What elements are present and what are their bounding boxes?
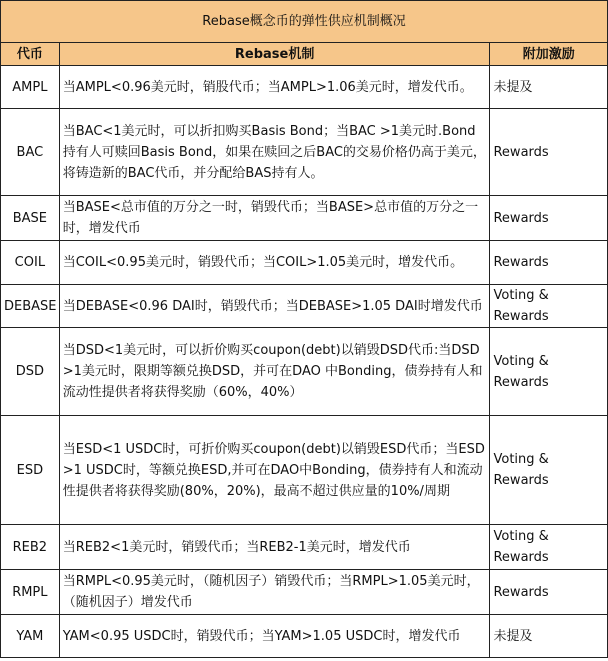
token-code: REB2 (1, 525, 60, 570)
table-row (1, 285, 608, 328)
table-row (1, 241, 608, 285)
table-row (1, 570, 608, 615)
rebase-mechanism: 当ESD<1 USDC时，可折价购买coupon(debt)以销毁ESD代币；当ESD>1 USDC时，等额兑换ESD,并可在DAO中Bonding，债券持有人和流动性提供者将获得奖励(80%，20%)，最高不超过供应量的10%/周期 (59, 416, 490, 525)
table-title: Rebase概念币的弹性供应机制概况 (1, 1, 608, 43)
token-code: DEBASE (1, 285, 60, 328)
rebase-mechanism: 当COIL<0.95美元时，销毁代币；当COIL>1.05美元时，增发代币。 (59, 241, 490, 285)
token-code: BAC (1, 109, 60, 196)
rebase-mechanism: 当RMPL<0.95美元时，（随机因子）销毁代币；当RMPL>1.05美元时，（随机因子）增发代币 (59, 570, 490, 615)
rebase-mechanism: 当REB2<1美元时，销毁代币；当REB2-1美元时，增发代币 (59, 525, 490, 570)
token-code: RMPL (1, 570, 60, 615)
table-row (1, 66, 608, 109)
extra-incentive: 未提及 (490, 66, 608, 109)
token-code: BASE (1, 196, 60, 241)
extra-incentive: Voting & Rewards (490, 328, 608, 416)
token-code: AMPL (1, 66, 60, 109)
token-code: COIL (1, 241, 60, 285)
rebase-mechanism: 当AMPL<0.96美元时，销股代币；当AMPL>1.06美元时，增发代币。 (59, 66, 490, 109)
extra-incentive: Rewards (490, 196, 608, 241)
table-row (1, 615, 608, 658)
header-row (1, 43, 608, 66)
extra-incentive: Voting & Rewards (490, 285, 608, 328)
table-row (1, 109, 608, 196)
table-row (1, 416, 608, 525)
extra-incentive: Rewards (490, 109, 608, 196)
rebase-mechanism: 当DEBASE<0.96 DAI时，销毁代币；当DEBASE>1.05 DAI时增发代币 (59, 285, 490, 328)
extra-incentive: Voting & Rewards (490, 525, 608, 570)
token-code: DSD (1, 328, 60, 416)
table-row (1, 196, 608, 241)
rebase-mechanism: YAM<0.95 USDC时，销毁代币；当YAM>1.05 USDC时，增发代币 (59, 615, 490, 658)
header-incentive: 附加激励 (490, 43, 608, 66)
token-code: YAM (1, 615, 60, 658)
extra-incentive: Rewards (490, 570, 608, 615)
table-row (1, 525, 608, 570)
rebase-mechanism: 当BAC<1美元时，可以折扣购买Basis Bond；当BAC >1美元时.Bond持有人可赎回Basis Bond，如果在赎回之后BAC的交易价格仍高于美元，将铸造新的BAC代币，并分配给BAS持有人。 (59, 109, 490, 196)
extra-incentive: Voting & Rewards (490, 416, 608, 525)
rebase-mechanism: 当BASE<总市值的万分之一时，销毁代币；当BASE>总市值的万分之一时，增发代币 (59, 196, 490, 241)
token-code: ESD (1, 416, 60, 525)
header-mechanism: Rebase机制 (59, 43, 490, 66)
extra-incentive: 未提及 (490, 615, 608, 658)
table-row (1, 328, 608, 416)
header-code: 代币 (1, 43, 60, 66)
title-row (1, 1, 608, 43)
extra-incentive: Rewards (490, 241, 608, 285)
rebase-mechanism: 当DSD<1美元时，可以折价购买coupon(debt)以销毁DSD代币:当DSD>1美元时，限期等额兑换DSD，并可在DAO 中Bonding，债券持有人和流动性提供者将获得奖励（60%，40%） (59, 328, 490, 416)
